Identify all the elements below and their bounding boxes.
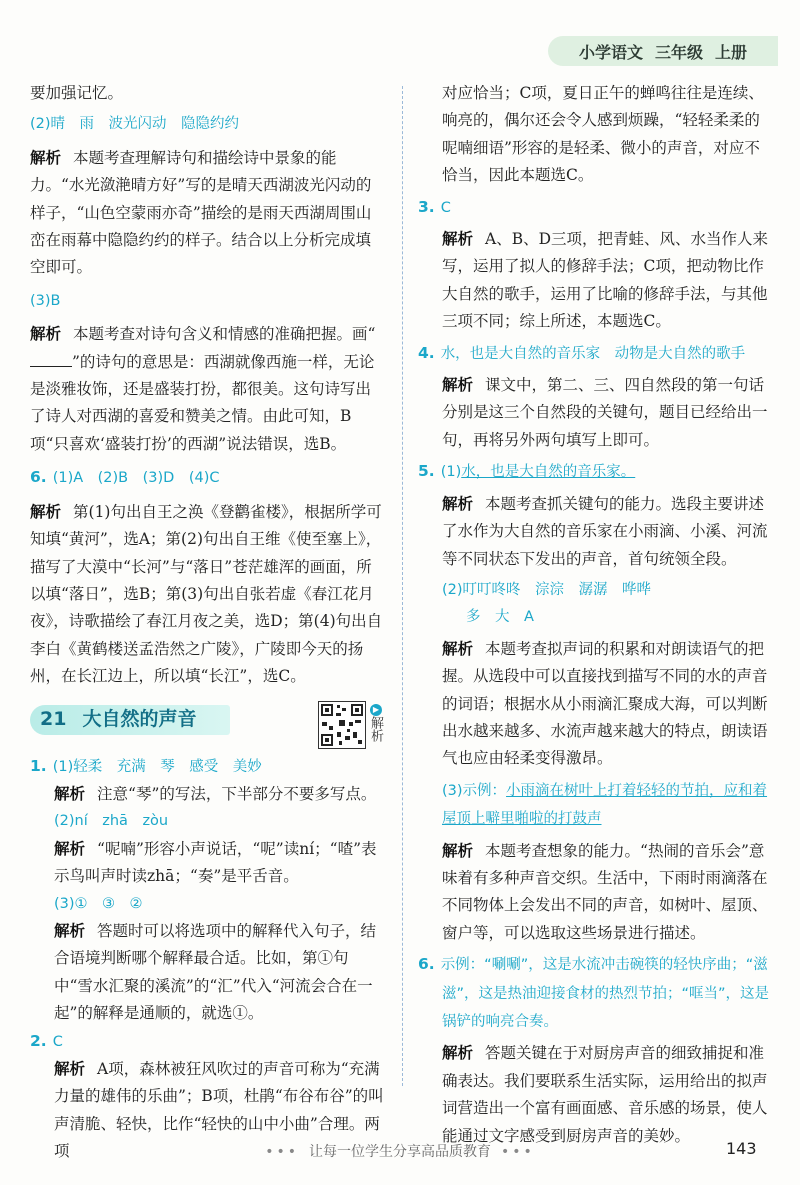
answer-text: 示例：“唰唰”，这是水流冲击碗筷的轻快序曲；“滋滋”，这是热油迎接食材的热烈节拍；“哐当”，这是锅铲的响亮合奏。 [440, 957, 770, 1030]
answer-line: (2)ní zhā zòu [54, 813, 169, 830]
analysis-label: 解析 [54, 839, 86, 858]
footer-slogan: 让每一位学生分享高品质教育 [309, 1144, 491, 1160]
analysis-text: 本题考查理解诗句和描绘诗中景象的能力。“水光潋滟晴方好”写的是晴天西湖波光闪动的样子，“山色空蒙雨亦奇”描绘的是雨天西湖周围山峦在雨幕中隐隐约约的样子。结合以上分析完成填空即可。 [30, 148, 372, 277]
lesson-title-bar [30, 705, 230, 735]
analysis-text: A、B、D三项，把青蛙、风、水当作人来写，运用了拟人的修辞手法；C项，把动物比作大自然的歌手，运用了比喻的修辞手法，与其他三项不同；综上所述，本题选C。 [442, 230, 769, 331]
analysis-paragraph [418, 838, 770, 948]
answer-text: 水，也是大自然的音乐家 动物是大自然的歌手 [440, 345, 746, 362]
analysis-text: 本题考查想象的能力。“热闹的音乐会”意味着有多种声音交织。生活中，下雨时雨滴落在不同物体上会发出不同的声音，如树叶、屋顶、窗户等，可以选取这些场景进行描述。 [442, 841, 768, 942]
analysis-label: 解析 [54, 1060, 86, 1078]
answer-text: 水，也是大自然的音乐家。 [461, 464, 636, 481]
answer-line: (3)① ③ ② [54, 895, 143, 912]
analysis-text: 注意“琴”的写法，下半部分不要多写点。 [97, 784, 377, 803]
qr-label: 解析 [368, 715, 383, 742]
footer-dots-left: ••• [265, 1144, 299, 1160]
question-number: 1. [30, 756, 47, 775]
question-4-answer [418, 340, 770, 368]
text-paragraph: 对应恰当；C项，夏日正午的蝉鸣往往是连续、响亮的，偶尔还会令人感到烦躁，“轻轻柔柔的呢喃细语”形容的是轻柔、微小的声音，对应不恰当，因此本题选C。 [442, 84, 764, 185]
analysis-text: ”的诗句的意思是：西湖就像西施一样，无论是淡雅妆饰，还是盛装打扮，都很美。这句诗写出了诗人对西湖的喜爱和赞美之情。由此可知，B项“只喜欢‘盛装打扮’的西湖”说法错误，选B。 [30, 352, 375, 453]
qr-side-label[interactable] [368, 701, 384, 742]
question-number: 6. [418, 955, 435, 974]
analysis-text: 答题关键在于对厨房声音的细致捕捉和准确表达。我们要联系生活实际，运用给出的拟声词营造出一个富有画面感、音乐感的场景，使人能通过文字感受到厨房声音的美妙。 [442, 1044, 768, 1145]
answer-text: (1)轻柔 充满 琴 感受 美妙 [52, 758, 262, 775]
answer-prefix: (3)示例： [442, 782, 507, 799]
analysis-paragraph [418, 491, 770, 573]
analysis-paragraph [418, 226, 770, 336]
question-number: 2. [30, 1031, 47, 1050]
question-1-answer [30, 753, 385, 781]
right-column [418, 80, 770, 1150]
header-volume: 上册 [715, 42, 748, 62]
question-3-answer [418, 194, 770, 222]
analysis-paragraph [30, 321, 385, 458]
play-icon: ▶ [370, 704, 382, 716]
analysis-paragraph [30, 836, 385, 891]
analysis-text: 本题考查拟声词的积累和对朗读语气的把握。从选段中可以直接找到描写不同的水的声音的词语；根据水从小雨滴汇聚成大海，可以判断出水越来越多、水流声越来越大的特点，朗读语气也应由轻柔变得激昂。 [442, 639, 768, 768]
analysis-label: 解析 [54, 784, 86, 803]
question-number: 3. [418, 197, 435, 216]
analysis-label: 解析 [30, 148, 62, 167]
analysis-paragraph [418, 636, 770, 773]
lesson-title: 大自然的声音 [82, 707, 197, 730]
analysis-label: 解析 [442, 494, 474, 513]
answer-line: 多 大 A [466, 609, 534, 626]
analysis-label: 解析 [442, 230, 474, 249]
column-divider [402, 86, 403, 1086]
question-number: 4. [418, 343, 435, 362]
analysis-paragraph [30, 499, 385, 691]
analysis-label: 解析 [442, 376, 474, 395]
blank-underline [30, 350, 72, 367]
answer-text: (1)A (2)B (3)D (4)C [52, 470, 220, 487]
analysis-paragraph [418, 1040, 770, 1150]
answer-line: (3)B [30, 292, 61, 309]
answer-text: C [440, 199, 451, 216]
answer-line [418, 777, 770, 834]
left-column [30, 80, 385, 1166]
analysis-label: 解析 [30, 502, 62, 521]
analysis-paragraph [418, 372, 770, 454]
analysis-paragraph [30, 781, 385, 808]
answer-text: C [52, 1033, 63, 1050]
analysis-text: 课文中，第二、三、四自然段的第一句话分别是这三个自然段的关键句，题目已经给出一句，再将另外两句填写上即可。 [442, 376, 768, 449]
analysis-text: 答题时可以将选项中的解释代入句子，结合语境判断哪个解释最合适。比如，第①句中“雪水汇聚的溪流”的“汇”代入“河流会合在一起”的解释是通顺的，就选①。 [54, 921, 377, 1023]
analysis-label: 解析 [442, 1044, 474, 1063]
answer-line: (2)叮叮咚咚 淙淙 潺潺 哗哗 [442, 581, 652, 598]
qr-code-icon[interactable] [318, 701, 366, 749]
footer [0, 1141, 800, 1161]
analysis-paragraph [30, 145, 385, 282]
question-2-answer [30, 1028, 385, 1056]
page-number: 143 [726, 1139, 757, 1158]
footer-dots-right: ••• [501, 1144, 535, 1160]
question-6-answer [30, 464, 385, 492]
analysis-label: 解析 [30, 325, 62, 344]
analysis-text: 第(1)句出自王之涣《登鹳雀楼》，根据所学可知填“黄河”，选A；第(2)句出自王维《使至塞上》，描写了大漠中“长河”与“落日”苍茫雄浑的画面，所以填“落日”，选B；第(3)句出自张若虚《春江花月夜》，诗歌描绘了春江月夜之美，选D；第(4)句出自李白《黄鹤楼送孟浩然之广陵》，广陵即今天的扬州，在长江边上，所以填“长江”，选C。 [30, 502, 383, 686]
answer-prefix: (1) [440, 464, 462, 481]
answer-line: (2)晴 雨 波光闪动 隐隐约约 [30, 116, 240, 133]
lesson-heading [30, 701, 385, 747]
analysis-text: 本题考查对诗句含义和情感的准确把握。画“ [73, 325, 376, 344]
answer-text: 小雨滴在树叶上打着轻轻的节拍，应和着屋顶上噼里啪啦的打鼓声 [442, 782, 768, 828]
analysis-label: 解析 [442, 841, 474, 860]
analysis-label: 解析 [442, 639, 474, 658]
text-line: 要加强记忆。 [30, 84, 124, 102]
analysis-label: 解析 [54, 921, 86, 940]
lesson-number: 21 [40, 707, 67, 730]
question-5-answer [418, 458, 770, 486]
analysis-paragraph [30, 918, 385, 1028]
question-number: 5. [418, 462, 435, 481]
question-number: 6. [30, 468, 47, 487]
question-6-answer [418, 951, 770, 1036]
header-grade: 三年级 [654, 42, 703, 62]
header-subject: 小学语文 [578, 42, 643, 62]
analysis-text: 本题考查抓关键句的能力。选段主要讲述了水作为大自然的音乐家在小雨滴、小溪、河流等不同状态下发出的声音，首句统领全段。 [442, 494, 768, 568]
header-tab [548, 36, 778, 66]
analysis-text: A项，森林被狂风吹过的声音可称为“充满力量的雄伟的乐曲”；B项，杜鹃“布谷布谷”的叫声清脆、轻快，比作“轻快的山中小曲”合理。两项 [54, 1060, 384, 1161]
analysis-text: “呢喃”形容小声说话，“呢”读ní；“喳”表示鸟叫声时读zhā；“奏”是平舌音。 [54, 839, 377, 886]
